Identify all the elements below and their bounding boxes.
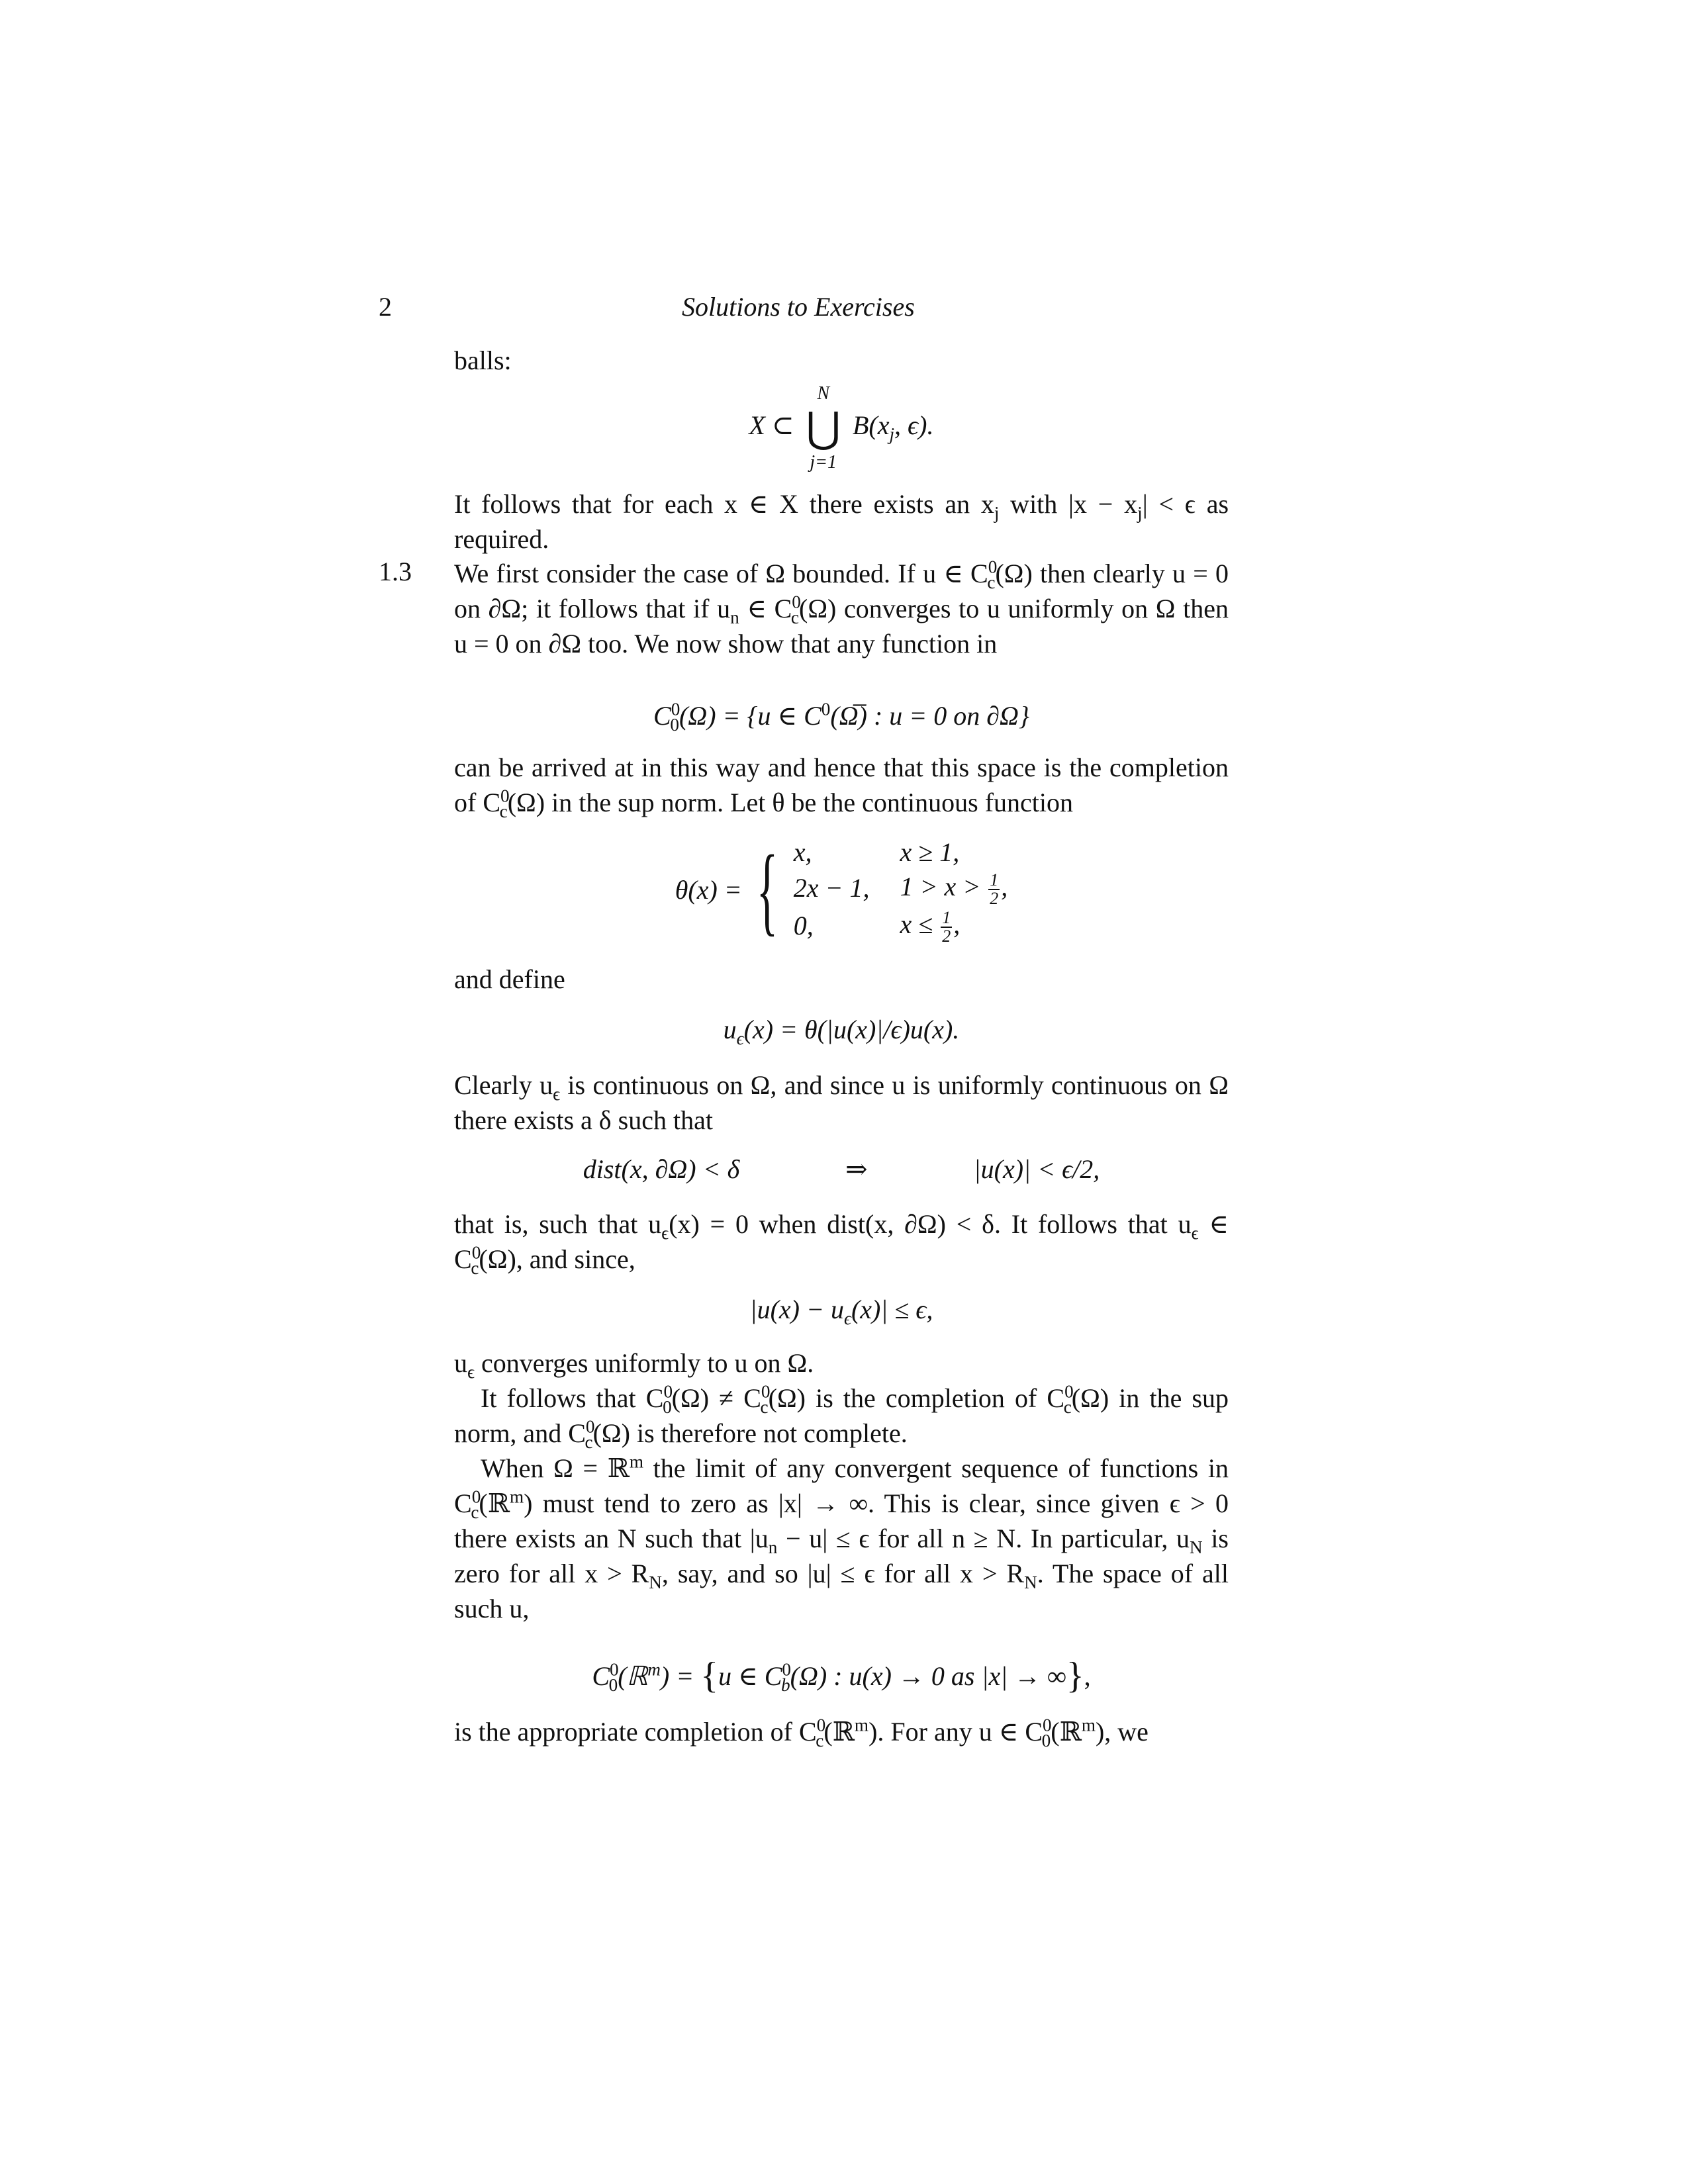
union-symbol: N ⋃ j=1 xyxy=(806,383,841,473)
paragraph-last: is the appropriate completion of $C^0_c(ℝ^m)$. For any u ∈ $C^0_0(ℝ^m)$, we xyxy=(454,1715,1149,1751)
equation-c0-def: $C^0_0(\Omega) = \{u$ ∈ $C^0(\Omega̅)$ : u = 0 on ∂Ω} xyxy=(653,699,1029,735)
paragraph-follows: It follows that for each x ∈ X there exists an $x_j$ with $|x - x_j| < \epsilon$ as required. xyxy=(454,489,1229,554)
equation-c0-rm: $C^0_0(ℝ^m) = \{u$ ∈ $C^0_b(\Omega)$ : u(x) → 0 as |x| → ∞}, xyxy=(592,1655,1091,1696)
paragraph-clearly: Clearly $u_\epsilon$ is continuous on Ω, and since u is uniformly continuous on Ω there exists a δ such that xyxy=(454,1070,1229,1135)
paragraph-converges: $u_\epsilon$ converges uniformly to u on Ω. xyxy=(454,1348,814,1382)
page-number: 2 xyxy=(379,292,392,322)
paragraph-when: When Ω = ℝ$^m$ the limit of any convergent sequence of functions in $C^0_c(ℝ^m)$ must tend to zero as |x| → ∞. This is clear, since given ϵ > 0 there exists an N such that $|u_n - u| \le \epsilon$ for all n ≥ N. In particular, $u_N$ is zero for all $x > R_N$, say, and so |u| ≤ ϵ for all $x > R_N$. The space of all such u, xyxy=(454,1451,1229,1623)
paragraph-1-3: We first consider the case of Ω bounded. If u ∈ $C^0_c(\Omega)$ then clearly u = 0 on ∂Ω; it follows that if $u_n$ ∈ $C^0_c(\Omega)$ converges to u uniformly on Ω then u = 0 on ∂Ω too. We now show that any function in xyxy=(454,557,1229,659)
equation-bound: $|u(x) - u_\epsilon(x)| \le \epsilon$, xyxy=(749,1295,933,1328)
paragraph-that-is: that is, such that $u_\epsilon(x) = 0$ when dist(x, ∂Ω) < δ. It follows that $u_\epsilon$ ∈ $C^0_c(\Omega)$, and since, xyxy=(454,1209,1229,1278)
equation-theta: θ(x) = { x, x ≥ 1, 2x − 1, 1 > x > $\frac{1}{2}$ , 0, x ≤ $\frac{1}{2}$ , xyxy=(675,835,1008,946)
text-balls: balls: xyxy=(454,345,512,375)
text-and-define: and define xyxy=(454,964,565,994)
equation-union: X ⊂ N ⋃ j=1 $B(x_j$, ϵ). xyxy=(749,383,934,473)
equation-ueps: $u_\epsilon(x) = \theta(|u(x)|/\epsilon)u(x)$. xyxy=(723,1015,960,1048)
left-brace: { xyxy=(756,835,778,945)
exercise-number: 1.3 xyxy=(379,557,412,586)
running-head: Solutions to Exercises xyxy=(682,292,915,322)
theta-cases-table: x, x ≥ 1, 2x − 1, 1 > x > $\frac{1}{2}$ , 0, x ≤ $\frac{1}{2}$ , xyxy=(793,837,1008,946)
equation-dist: dist(x, ∂Ω) < δ ⇒ |u(x)| < ϵ/2, xyxy=(583,1154,1100,1184)
paragraph-it-follows: It follows that $C^0_0(\Omega) \ne C^0_c(\Omega)$ is the completion of $C^0_c(\Omega)$ in the sup norm, and $C^0_c(\Omega)$ is therefore not complete. xyxy=(454,1381,1229,1452)
paragraph-completion: can be arrived at in this way and hence that this space is the completion of $C^0_c(\Omega)$ in the sup norm. Let θ be the continuous function xyxy=(454,752,1229,821)
